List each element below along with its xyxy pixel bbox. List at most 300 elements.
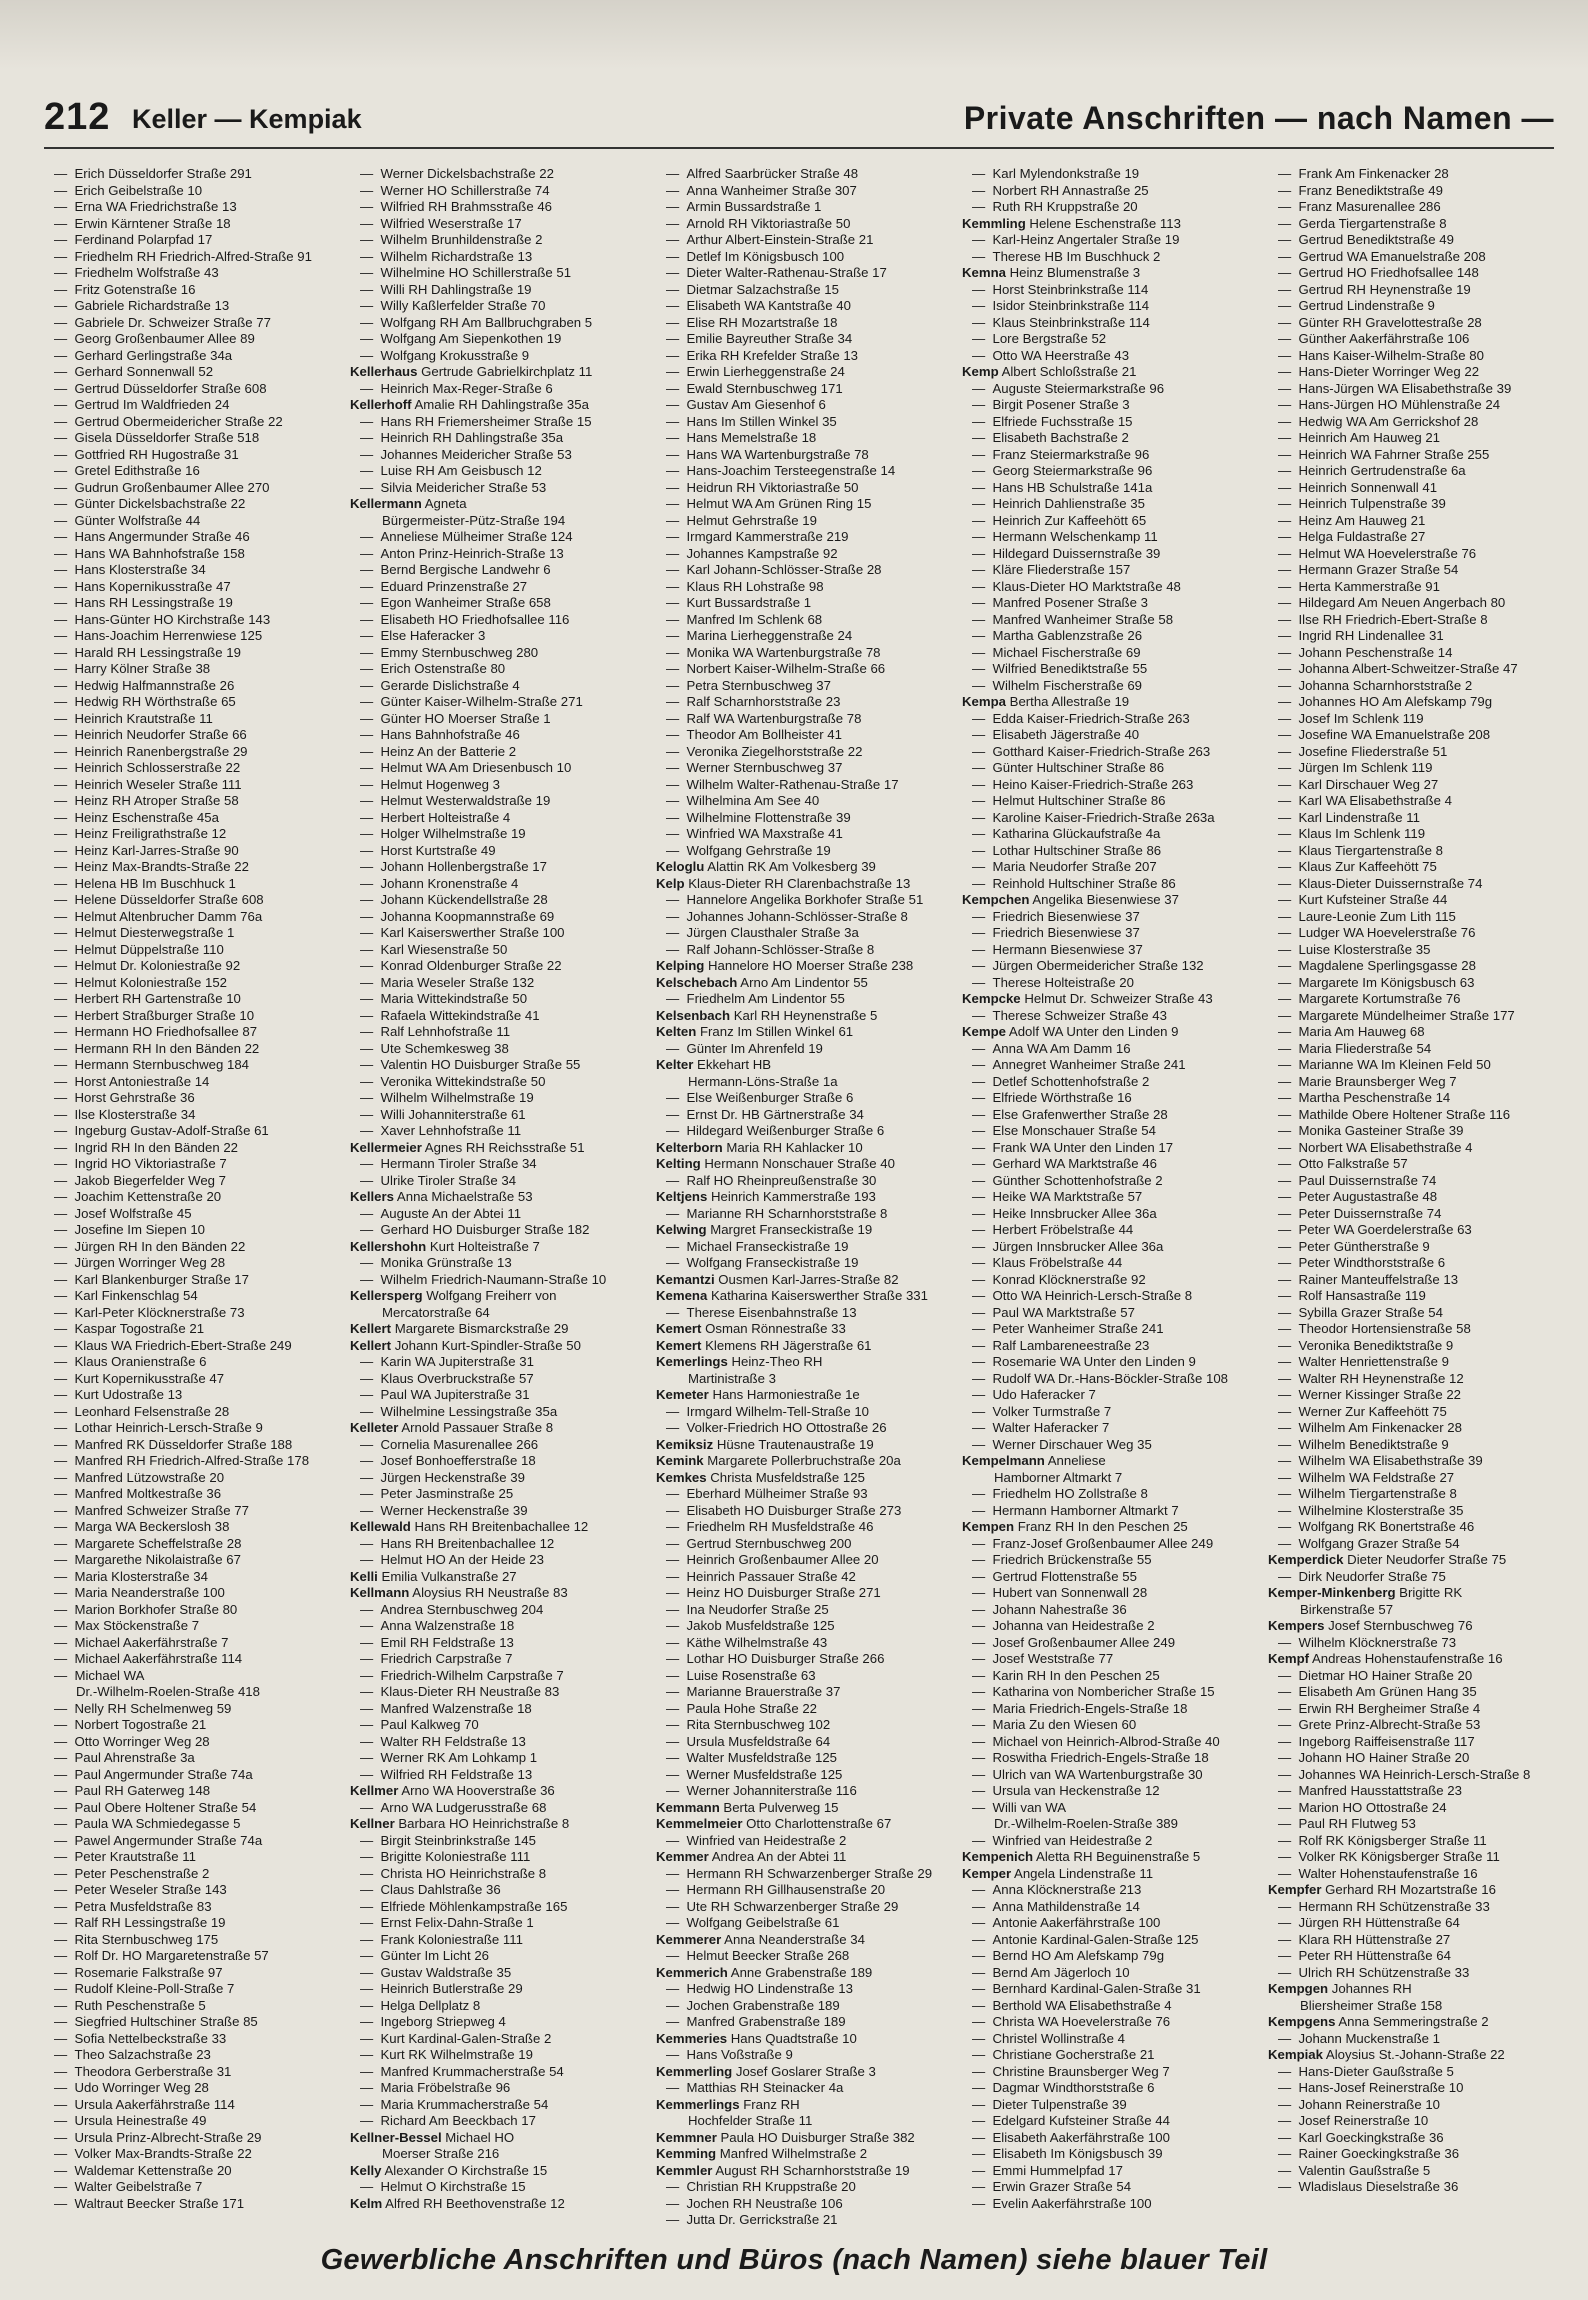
listing-entry: — Erich Geibelstraße 10: [44, 183, 336, 200]
listing-entry: — Herta Kammerstraße 91: [1268, 579, 1560, 596]
entry-text: Anna Michaelstraße 53: [394, 1189, 533, 1204]
listing-entry: — Hans Bahnhofstraße 46: [350, 727, 642, 744]
entry-text: Alexander O Kirchstraße 15: [381, 2162, 548, 2178]
listing-column-5: [1268, 166, 1560, 2196]
listing-entry: — Peter Güntherstraße 9: [1268, 1239, 1560, 1256]
entry-text: Margret Franseckistraße 19: [706, 1222, 873, 1237]
listing-entry: — Hans Kaiser-Wilhelm-Straße 80: [1268, 348, 1560, 365]
listing-entry: — Herbert Straßburger Straße 10: [44, 1008, 336, 1025]
listing-entry: — Ute RH Schwarzenberger Straße 29: [656, 1899, 948, 1916]
listing-entry: — Norbert Togostraße 21: [44, 1717, 336, 1734]
listing-entry: — Josef Wolfstraße 45: [44, 1206, 336, 1223]
listing-entry: — Alfred Saarbrücker Straße 48: [656, 166, 948, 183]
listing-entry: — Friedrich Biesenwiese 37: [962, 925, 1254, 942]
listing-entry: — Peter WA Goerdelerstraße 63: [1268, 1222, 1560, 1239]
family-name: Kempiak: [1268, 2047, 1323, 2062]
listing-entry: — Grete Prinz-Albrecht-Straße 53: [1268, 1717, 1560, 1734]
listing-entry: — Jochen RH Neustraße 106: [656, 2196, 948, 2213]
listing-entry: — Wolfgang RH Am Ballbruchgraben 5: [350, 315, 642, 332]
listing-entry: — Karl-Heinz Angertaler Straße 19: [962, 232, 1254, 249]
listing-entry: — Günther Aakerfährstraße 106: [1268, 331, 1560, 348]
listing-entry: — Karl WA Elisabethstraße 4: [1268, 793, 1560, 810]
listing-entry: — Johann Nahestraße 36: [962, 1602, 1254, 1619]
listing-entry: — Cornelia Masurenallee 266: [350, 1437, 642, 1454]
entry-text: Bertha Allestraße 19: [1005, 694, 1130, 709]
listing-entry: — Johann Kronenstraße 4: [350, 876, 642, 893]
family-name: Kemert: [656, 1337, 702, 1353]
family-entry: [656, 1222, 948, 1239]
listing-entry: — Manfred Im Schlenk 68: [656, 612, 948, 629]
listing-entry: — Wolfgang Grazer Straße 54: [1268, 1536, 1560, 1553]
listing-entry: — Luise Klosterstraße 35: [1268, 942, 1560, 959]
entry-text: Barbara HO Heinrichstraße 8: [394, 1816, 570, 1831]
listing-entry: — Josef Im Schlenk 119: [1268, 711, 1560, 728]
listing-entry: — Else Haferacker 3: [350, 628, 642, 645]
listing-entry: — Gisela Düsseldorfer Straße 518: [44, 430, 336, 447]
listing-entry: — Manfred Hausstattstraße 23: [1268, 1783, 1560, 1800]
listing-entry: — Ursula Heinestraße 49: [44, 2113, 336, 2130]
listing-entry: — Hildegard Weißenburger Straße 6: [656, 1123, 948, 1140]
listing-entry: — Werner Johanniterstraße 116: [656, 1783, 948, 1800]
listing-entry: — Heinz Eschenstraße 45a: [44, 810, 336, 827]
family-entry: [656, 876, 948, 893]
listing-entry: — Waldemar Kettenstraße 20: [44, 2163, 336, 2180]
listing-entry: — Gertrud RH Heynenstraße 19: [1268, 282, 1560, 299]
entry-text: Anna Semmeringstraße 2: [1335, 2014, 1489, 2029]
continuation-line: Birkenstraße 57: [1300, 1601, 1394, 1617]
listing-entry: — Jürgen RH In den Bänden 22: [44, 1239, 336, 1256]
listing-entry: — Hans-Joachim Herrenwiese 125: [44, 628, 336, 645]
family-name: Kellmer: [350, 1783, 399, 1798]
listing-entry: — Arno WA Ludgerusstraße 68: [350, 1800, 642, 1817]
family-name: Kelten: [656, 1024, 697, 1039]
listing-entry: — Petra Musfeldstraße 83: [44, 1899, 336, 1916]
family-name: Kemiksiz: [656, 1436, 714, 1452]
listing-entry: — Isidor Steinbrinkstraße 114: [962, 298, 1254, 315]
family-name: Kempen: [962, 1519, 1015, 1534]
listing-column-4: [962, 166, 1254, 2211]
listing-entry: — Peter Jasminstraße 25: [350, 1486, 642, 1503]
listing-entry: — Ralf Johann-Schlösser-Straße 8: [656, 942, 948, 959]
listing-entry: — Elisabeth Aakerfährstraße 100: [962, 2130, 1254, 2147]
listing-entry: — Dieter Tulpenstraße 39: [962, 2097, 1254, 2114]
entry-text: Aloysius St.-Johann-Straße 22: [1322, 2047, 1505, 2062]
listing-entry: — Waltraut Beecker Straße 171: [44, 2196, 336, 2213]
listing-entry: — Auguste An der Abtei 11: [350, 1206, 642, 1223]
family-entry: [1268, 2047, 1560, 2064]
listing-entry: — Paul RH Flutweg 53: [1268, 1816, 1560, 1833]
listing-entry: — Volker-Friedrich HO Ottostraße 26: [656, 1420, 948, 1437]
listing-entry: — Udo Haferacker 7: [962, 1387, 1254, 1404]
listing-entry: — Therese HB Im Buschhuck 2: [962, 249, 1254, 266]
listing-entry: — Karin WA Jupiterstraße 31: [350, 1354, 642, 1371]
entry-text: Albert Schloßstraße 21: [998, 364, 1137, 379]
listing-entry: — Jürgen Im Schlenk 119: [1268, 760, 1560, 777]
listing-entry: — Jutta Dr. Gerrickstraße 21: [656, 2212, 948, 2229]
family-entry: [656, 2064, 948, 2081]
family-name: Kemert: [656, 1321, 702, 1336]
family-name: Kemp: [962, 364, 999, 379]
family-entry: [1268, 1651, 1560, 1668]
listing-entry: — Peter RH Hüttenstraße 64: [1268, 1948, 1560, 1965]
family-entry: [350, 1420, 642, 1437]
listing-entry: — Eberhard Mülheimer Straße 93: [656, 1486, 948, 1503]
listing-entry: — Erwin Grazer Straße 54: [962, 2179, 1254, 2196]
listing-entry: — Margarete Mündelheimer Straße 177: [1268, 1008, 1560, 1025]
listing-entry: — Gustav Waldstraße 35: [350, 1965, 642, 1982]
family-entry: [350, 1338, 642, 1355]
listing-entry: — Heinrich Gertrudenstraße 6a: [1268, 463, 1560, 480]
family-name: Kemper: [962, 1865, 1012, 1881]
listing-entry: — Hermann Welschenkamp 11: [962, 529, 1254, 546]
listing-entry: — Heinrich Großenbaumer Allee 20: [656, 1552, 948, 1569]
listing-entry: — Günter RH Gravelottestraße 28: [1268, 315, 1560, 332]
family-name: Kellert: [350, 1321, 392, 1336]
listing-entry: — Eduard Prinzenstraße 27: [350, 579, 642, 596]
family-entry: [656, 1932, 948, 1949]
listing-entry: — Paul WA Marktstraße 57: [962, 1305, 1254, 1322]
listing-entry: — Wilhelmine Lessingstraße 35a: [350, 1404, 642, 1421]
listing-entry: — Valentin Gaußstraße 5: [1268, 2163, 1560, 2180]
listing-entry: — Johannes Meidericher Straße 53: [350, 447, 642, 464]
listing-entry: — Joachim Kettenstraße 20: [44, 1189, 336, 1206]
listing-entry: — Johanna van Heidestraße 2: [962, 1618, 1254, 1635]
entry-text: Manfred Wilhelmstraße 2: [716, 2146, 868, 2161]
listing-entry: — Monika Grünstraße 13: [350, 1255, 642, 1272]
listing-entry: — Wilhelm Klöcknerstraße 73: [1268, 1635, 1560, 1652]
listing-entry: — Anna WA Am Damm 16: [962, 1041, 1254, 1058]
listing-entry: — Hermann Grazer Straße 54: [1268, 562, 1560, 579]
family-entry: [656, 1272, 948, 1289]
family-name: Kelping: [656, 958, 705, 973]
listing-entry: — Günter Wolfstraße 44: [44, 513, 336, 530]
family-name: Kellerhaus: [350, 364, 418, 379]
listing-entry: — Horst Steinbrinkstraße 114: [962, 282, 1254, 299]
listing-entry: — Manfred Wanheimer Straße 58: [962, 612, 1254, 629]
listing-entry: — Andrea Sternbuschweg 204: [350, 1602, 642, 1619]
listing-entry: — Emmi Hummelpfad 17: [962, 2163, 1254, 2180]
listing-entry: — Hildegard Am Neuen Angerbach 80: [1268, 595, 1560, 612]
listing-entry: — Käthe Wilhelmstraße 43: [656, 1635, 948, 1652]
listing-entry: — Werner Dickelsbachstraße 22: [350, 166, 642, 183]
listing-entry: — Heinrich Krautstraße 11: [44, 711, 336, 728]
listing-entry: — Wilfried RH Brahmsstraße 46: [350, 199, 642, 216]
listing-entry: — Georg Steiermarkstraße 96: [962, 463, 1254, 480]
family-entry: [656, 1354, 948, 1371]
listing-entry: — Klaus Steinbrinkstraße 114: [962, 315, 1254, 332]
listing-entry: — Wilhelmine Klosterstraße 35: [1268, 1503, 1560, 1520]
listing-entry: — Frank Koloniestraße 111: [350, 1932, 642, 1949]
family-name: Kemerlings: [656, 1354, 728, 1369]
entry-text: Heinz Blumenstraße 3: [1005, 265, 1141, 280]
entry-text: Gertrude Gabrielkirchplatz 11: [417, 364, 593, 379]
listing-entry: — Paul WA Jupiterstraße 31: [350, 1387, 642, 1404]
listing-entry: — Heinz Karl-Jarres-Straße 90: [44, 843, 336, 860]
listing-entry: — Heinrich Max-Reger-Straße 6: [350, 381, 642, 398]
listing-entry: — Helmut Beecker Straße 268: [656, 1948, 948, 1965]
listing-entry: — Friedrich Carpstraße 7: [350, 1651, 642, 1668]
listing-entry: — Ute Schemkesweg 38: [350, 1041, 642, 1058]
entry-text: Osman Rönnestraße 33: [701, 1321, 846, 1336]
listing-entry: — Franz Benediktstraße 49: [1268, 183, 1560, 200]
family-name: Kempf: [1268, 1651, 1310, 1666]
entry-text: Ousmen Karl-Jarres-Straße 82: [714, 1271, 899, 1287]
listing-entry: — Nelly RH Schelmenweg 59: [44, 1701, 336, 1718]
listing-entry: — Ralf RH Lessingstraße 19: [44, 1915, 336, 1932]
listing-entry: — Elisabeth Am Grünen Hang 35: [1268, 1684, 1560, 1701]
listing-entry: — Irmgard Wilhelm-Tell-Straße 10: [656, 1404, 948, 1421]
listing-entry: — Johannes Johann-Schlösser-Straße 8: [656, 909, 948, 926]
listing-entry: — Winfried van Heidestraße 2: [962, 1833, 1254, 1850]
family-entry: [656, 1057, 948, 1074]
listing-entry: — Therese Schweizer Straße 43: [962, 1008, 1254, 1025]
listing-entry: — Karl Blankenburger Straße 17: [44, 1272, 336, 1289]
family-entry: [350, 364, 642, 381]
footer-note: Gewerbliche Anschriften und Büros (nach Namen) siehe blauer Teil: [320, 2244, 1268, 2276]
listing-entry: — Anna Klöcknerstraße 213: [962, 1882, 1254, 1899]
listing-entry: — Ingrid RH In den Bänden 22: [44, 1140, 336, 1157]
family-name: Kemmler: [656, 2162, 713, 2178]
listing-entry: — Antonie Kardinal-Galen-Straße 125: [962, 1932, 1254, 1949]
listing-entry: — Ludger WA Hoevelerstraße 76: [1268, 925, 1560, 942]
family-entry: [350, 1585, 642, 1602]
listing-entry: — Harald RH Lessingstraße 19: [44, 645, 336, 662]
listing-entry: — Auguste Steiermarkstraße 96: [962, 381, 1254, 398]
family-name: Kelter: [656, 1057, 694, 1072]
listing-entry: — Hermann Sternbuschweg 184: [44, 1057, 336, 1074]
listing-entry: — Norbert RH Annastraße 25: [962, 183, 1254, 200]
listing-entry: — Erwin Lierheggenstraße 24: [656, 364, 948, 381]
listing-entry: — Helmut Westerwaldstraße 19: [350, 793, 642, 810]
listing-entry: — Friedhelm Wolfstraße 43: [44, 265, 336, 282]
family-name: Kemkes: [656, 1469, 707, 1485]
entry-text: Amalie RH Dahlingstraße 35a: [411, 397, 589, 412]
listing-entry: — Paul Duissernstraße 74: [1268, 1173, 1560, 1190]
listing-entry: — Hans WA Bahnhofstraße 158: [44, 546, 336, 563]
listing-entry: — Heinrich Ranenbergstraße 29: [44, 744, 336, 761]
entry-text: Helene Eschenstraße 113: [1025, 215, 1181, 231]
continuation-line: Hamborner Altmarkt 7: [994, 1469, 1123, 1485]
family-name: Kellert: [350, 1337, 392, 1353]
listing-entry: — Norbert WA Elisabethstraße 4: [1268, 1140, 1560, 1157]
listing-entry: — Wilhelm Walter-Rathenau-Straße 17: [656, 777, 948, 794]
listing-entry: — Detlef Im Königsbusch 100: [656, 249, 948, 266]
listing-entry: — Johannes Kampstraße 92: [656, 546, 948, 563]
listing-entry: — Detlef Schottenhofstraße 2: [962, 1074, 1254, 1091]
listing-entry: — Josefine WA Emanuelstraße 208: [1268, 727, 1560, 744]
listing-entry: — Christian RH Kruppstraße 20: [656, 2179, 948, 2196]
listing-entry: — Johanna Koopmannstraße 69: [350, 909, 642, 926]
listing-entry: — Maria Wittekindstraße 50: [350, 991, 642, 1008]
family-name: Kellersperg: [350, 1288, 423, 1303]
listing-entry: — Hans Memelstraße 18: [656, 430, 948, 447]
listing-entry: — Kaspar Togostraße 21: [44, 1321, 336, 1338]
listing-entry: — Klaus-Dieter RH Neustraße 83: [350, 1684, 642, 1701]
entry-text: Aletta RH Beguinenstraße 5: [1033, 1849, 1201, 1864]
listing-entry: — Maria Zu den Wiesen 60: [962, 1717, 1254, 1734]
listing-entry: — Luise RH Am Geisbusch 12: [350, 463, 642, 480]
entry-text: Josef Sternbuschweg 76: [1324, 1618, 1473, 1633]
listing-entry: — Gudrun Großenbaumer Allee 270: [44, 480, 336, 497]
listing-entry: — Heike WA Marktstraße 57: [962, 1189, 1254, 1206]
family-name: Kelterborn: [656, 1139, 723, 1155]
listing-entry: — Karl Finkenschlag 54: [44, 1288, 336, 1305]
listing-entry: — Christiane Gocherstraße 21: [962, 2047, 1254, 2064]
family-name: Kempe: [962, 1024, 1006, 1039]
listing-entry: — Maria Neanderstraße 100: [44, 1585, 336, 1602]
listing-entry: — Anna Mathildenstraße 14: [962, 1899, 1254, 1916]
listing-entry: — Peter Weseler Straße 143: [44, 1882, 336, 1899]
entry-text: August RH Scharnhorststraße 19: [712, 2162, 910, 2178]
listing-entry: — Hermann RH In den Bänden 22: [44, 1041, 336, 1058]
listing-entry: — Ruth RH Kruppstraße 20: [962, 199, 1254, 216]
entry-text: Emilia Vulkanstraße 27: [377, 1568, 517, 1584]
listing-entry: — Udo Worringer Weg 28: [44, 2080, 336, 2097]
family-name: Kempcke: [962, 991, 1021, 1006]
listing-entry: — Christa HO Heinrichstraße 8: [350, 1866, 642, 1883]
listing-entry: — Johann HO Hainer Straße 20: [1268, 1750, 1560, 1767]
listing-entry: — Gertrud Benediktstraße 49: [1268, 232, 1560, 249]
listing-entry: — Jürgen Obermeidericher Straße 132: [962, 958, 1254, 975]
listing-entry: — Konrad Oldenburger Straße 22: [350, 958, 642, 975]
listing-columns: [44, 166, 1554, 2227]
family-name: Kemmerlings: [656, 2096, 740, 2112]
listing-entry: — Günter Im Ahrenfeld 19: [656, 1041, 948, 1058]
family-name: Kempa: [962, 694, 1006, 709]
family-name: Kellner-Bessel: [350, 2129, 442, 2145]
listing-entry: — Wilhelm Am Finkenacker 28: [1268, 1420, 1560, 1437]
family-name: Kellewald: [350, 1519, 411, 1534]
entry-text: Maria RH Kahlacker 10: [722, 1139, 863, 1155]
entry-text: Angela Lindenstraße 11: [1011, 1865, 1154, 1881]
listing-entry: — Edda Kaiser-Friedrich-Straße 263: [962, 711, 1254, 728]
listing-entry: — Mathilde Obere Holtener Straße 116: [1268, 1107, 1560, 1124]
listing-entry: — Hedwig HO Lindenstraße 13: [656, 1981, 948, 1998]
listing-entry: — Dietmar HO Hainer Straße 20: [1268, 1668, 1560, 1685]
listing-entry: — Rudolf WA Dr.-Hans-Böckler-Straße 108: [962, 1371, 1254, 1388]
entry-text: Katharina Kaiserswerther Straße 331: [707, 1288, 928, 1303]
listing-entry: — Ernst Dr. HB Gärtnerstraße 34: [656, 1107, 948, 1124]
listing-entry: — Josef Weststraße 77: [962, 1651, 1254, 1668]
listing-entry: — Heinrich Schlosserstraße 22: [44, 760, 336, 777]
listing-column-2: [350, 166, 642, 2211]
listing-entry: — Ferdinand Polarpfad 17: [44, 232, 336, 249]
listing-entry: — Walter RH Feldstraße 13: [350, 1734, 642, 1751]
listing-entry: — Ralf Scharnhorststraße 23: [656, 694, 948, 711]
listing-entry: — Marianne RH Scharnhorststraße 8: [656, 1206, 948, 1223]
listing-entry: — Hannelore Angelika Borkhofer Straße 51: [656, 892, 948, 909]
listing-entry: — Elisabeth HO Friedhofsallee 116: [350, 612, 642, 629]
listing-entry: — Günther Schottenhofstraße 2: [962, 1173, 1254, 1190]
listing-entry: — Friedhelm RH Friedrich-Alfred-Straße 91: [44, 249, 336, 266]
listing-entry: — Ilse Klosterstraße 34: [44, 1107, 336, 1124]
listing-entry: — Hans Voßstraße 9: [656, 2047, 948, 2064]
family-entry: [656, 1008, 948, 1025]
listing-entry: — Helmut HO An der Heide 23: [350, 1552, 642, 1569]
listing-entry: — Peter Krautstraße 11: [44, 1849, 336, 1866]
listing-entry: — Jürgen RH Hüttenstraße 64: [1268, 1915, 1560, 1932]
listing-entry: — Helena HB Im Buschhuck 1: [44, 876, 336, 893]
listing-entry: — Berthold WA Elisabethstraße 4: [962, 1998, 1254, 2015]
listing-entry: — Ralf Lehnhofstraße 11: [350, 1024, 642, 1041]
listing-entry: — Paul Obere Holtener Straße 54: [44, 1800, 336, 1817]
family-name: Kemeter: [656, 1387, 709, 1402]
family-name: Kemmner: [656, 2129, 717, 2145]
family-entry: [350, 1189, 642, 1206]
family-name: Kempgen: [1268, 1981, 1329, 1996]
listing-entry: — Hildegard Duissernstraße 39: [962, 546, 1254, 563]
family-name: Kemmling: [962, 215, 1026, 231]
listing-entry: — Margarete Kortumstraße 76: [1268, 991, 1560, 1008]
listing-entry: — Helmut Hogenweg 3: [350, 777, 642, 794]
listing-entry: — Sofia Nettelbeckstraße 33: [44, 2031, 336, 2048]
listing-entry: — Heinrich Butlerstraße 29: [350, 1981, 642, 1998]
listing-entry: — Wolfgang RK Bonertstraße 46: [1268, 1519, 1560, 1536]
entry-text: Christa Musfeldstraße 125: [706, 1469, 865, 1485]
entry-text: Angelika Biesenwiese 37: [1029, 892, 1179, 907]
listing-entry: — Werner Heckenstraße 39: [350, 1503, 642, 1520]
family-entry: [656, 975, 948, 992]
listing-entry: — Erich Düsseldorfer Straße 291: [44, 166, 336, 183]
listing-entry: — Ilse RH Friedrich-Ebert-Straße 8: [1268, 612, 1560, 629]
listing-entry: — Marga WA Beckerslosh 38: [44, 1519, 336, 1536]
listing-entry: — Helmut Düppelstraße 110: [44, 942, 336, 959]
listing-entry: — Helmut O Kirchstraße 15: [350, 2179, 642, 2196]
listing-entry: — Michael von Heinrich-Albrod-Straße 40: [962, 1734, 1254, 1751]
listing-entry: — Kurt Kopernikusstraße 47: [44, 1371, 336, 1388]
listing-entry: — Hermann Tiroler Straße 34: [350, 1156, 642, 1173]
listing-entry: — Frank WA Unter den Linden 17: [962, 1140, 1254, 1157]
listing-entry: — Gustav Am Giesenhof 6: [656, 397, 948, 414]
listing-entry: — Anna Walzenstraße 18: [350, 1618, 642, 1635]
family-entry: [350, 1569, 642, 1586]
listing-entry: — Rainer Goeckingkstraße 36: [1268, 2146, 1560, 2163]
listing-entry: — Werner Kissinger Straße 22: [1268, 1387, 1560, 1404]
listing-entry: — Dieter Walter-Rathenau-Straße 17: [656, 265, 948, 282]
listing-entry: — Xaver Lehnhofstraße 11: [350, 1123, 642, 1140]
listing-entry: — Friedhelm HO Zollstraße 8: [962, 1486, 1254, 1503]
listing-entry: — Paula Hohe Straße 22: [656, 1701, 948, 1718]
listing-entry: — Heinrich RH Dahlingstraße 35a: [350, 430, 642, 447]
family-entry: [656, 1156, 948, 1173]
listing-entry: — Maria Neudorfer Straße 207: [962, 859, 1254, 876]
listing-entry: — Helmut Hultschiner Straße 86: [962, 793, 1254, 810]
listing-entry: — Luise Rosenstraße 63: [656, 1668, 948, 1685]
family-entry: [656, 2163, 948, 2180]
listing-entry: — Jürgen Clausthaler Straße 3a: [656, 925, 948, 942]
listing-entry: — Johannes WA Heinrich-Lersch-Straße 8: [1268, 1767, 1560, 1784]
listing-entry: — Erich Ostenstraße 80: [350, 661, 642, 678]
listing-entry: — Theodora Gerberstraße 31: [44, 2064, 336, 2081]
listing-entry: — Rolf RK Königsberger Straße 11: [1268, 1833, 1560, 1850]
listing-entry: — Gerhard Gerlingstraße 34a: [44, 348, 336, 365]
listing-entry: — Laure-Leonie Zum Lith 115: [1268, 909, 1560, 926]
listing-entry: — Heidrun RH Viktoriastraße 50: [656, 480, 948, 497]
listing-entry: — Monika Gasteiner Straße 39: [1268, 1123, 1560, 1140]
listing-entry: — Karl Goeckingkstraße 36: [1268, 2130, 1560, 2147]
listing-entry: — Else Weißenburger Straße 6: [656, 1090, 948, 1107]
listing-entry: — Elise RH Mozartstraße 18: [656, 315, 948, 332]
listing-entry: — Walter Henriettenstraße 9: [1268, 1354, 1560, 1371]
listing-entry: — Wilhelm WA Elisabethstraße 39: [1268, 1453, 1560, 1470]
listing-entry: — Heinrich Zur Kaffeehött 65: [962, 513, 1254, 530]
listing-entry: — Heinrich Passauer Straße 42: [656, 1569, 948, 1586]
listing-entry: — Franz Masurenallee 286: [1268, 199, 1560, 216]
listing-entry: — Birgit Posener Straße 3: [962, 397, 1254, 414]
listing-entry: — Jürgen Worringer Weg 28: [44, 1255, 336, 1272]
listing-entry: — Kurt Udostraße 13: [44, 1387, 336, 1404]
listing-entry: — Martha Peschenstraße 14: [1268, 1090, 1560, 1107]
